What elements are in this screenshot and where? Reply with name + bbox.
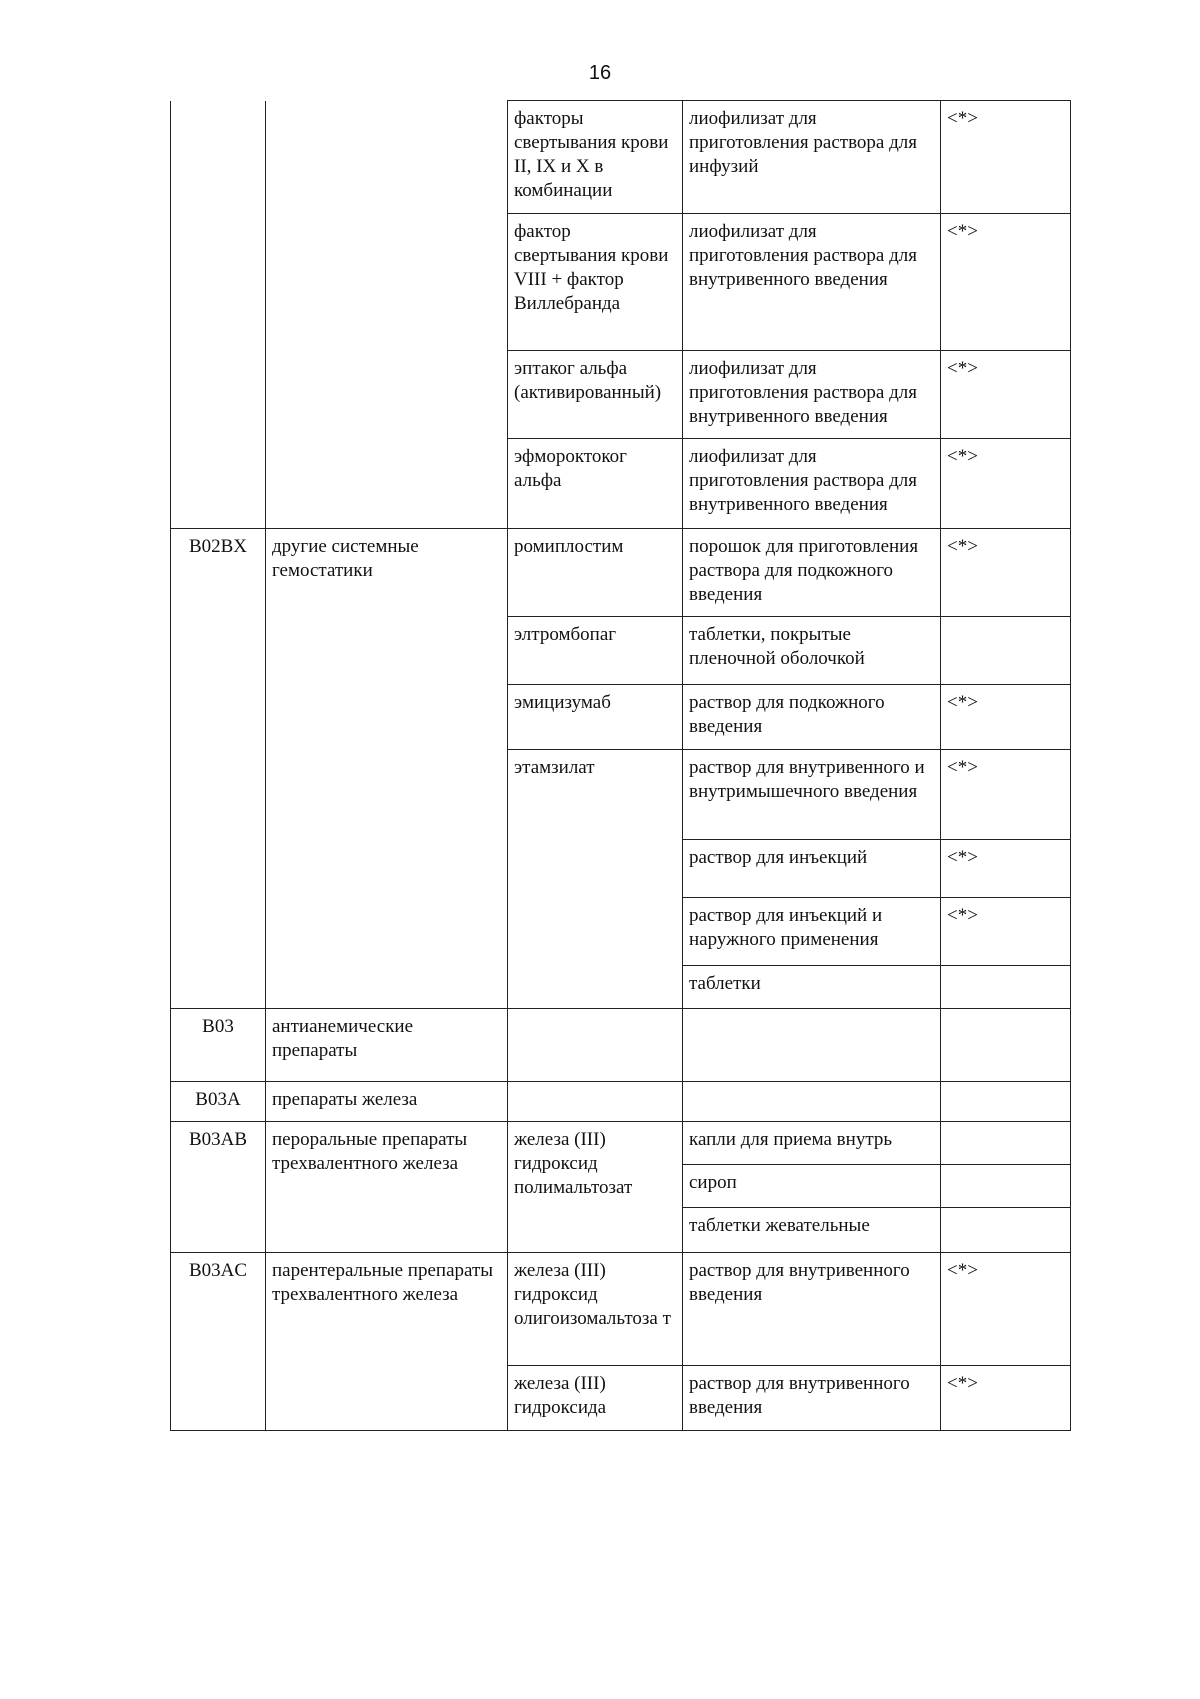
drug-cell: эмицизумаб [508, 685, 683, 750]
code-cell: B03A [171, 1082, 266, 1122]
drug-cell: эптаког альфа (активированный) [508, 351, 683, 439]
drug-cell: элтромбопаг [508, 617, 683, 685]
mark-cell [941, 1208, 1071, 1253]
form-cell: таблетки жевательные [683, 1208, 941, 1253]
form-cell: лиофилизат для приготовления раствора для инфузий [683, 101, 941, 214]
mark-cell [941, 1082, 1071, 1122]
form-cell: лиофилизат для приготовления раствора для внутривенного введения [683, 439, 941, 529]
form-cell: таблетки [683, 966, 941, 1009]
mark-cell: <*> [941, 840, 1071, 898]
code-cell: B03AB [171, 1122, 266, 1253]
form-cell: таблетки, покрытые пленочной оболочкой [683, 617, 941, 685]
form-cell: лиофилизат для приготовления раствора для внутривенного введения [683, 351, 941, 439]
drug-cell [508, 1009, 683, 1082]
name-cell: другие системные гемостатики [266, 529, 508, 1009]
mark-cell: <*> [941, 898, 1071, 966]
drug-cell: фактор свертывания крови VIII + фактор Виллебранда [508, 214, 683, 351]
drug-cell: железа (III) гидроксида [508, 1366, 683, 1431]
mark-cell [941, 1009, 1071, 1082]
form-cell: лиофилизат для приготовления раствора для внутривенного введения [683, 214, 941, 351]
code-cell: B03AC [171, 1253, 266, 1431]
name-cell: препараты железа [266, 1082, 508, 1122]
mark-cell: <*> [941, 685, 1071, 750]
mark-cell: <*> [941, 351, 1071, 439]
form-cell [683, 1009, 941, 1082]
mark-cell: <*> [941, 101, 1071, 214]
page-number: 16 [588, 62, 612, 84]
mark-cell [941, 1165, 1071, 1208]
drug-cell: факторы свертывания крови II, IX и X в комбинации [508, 101, 683, 214]
drug-cell [508, 1082, 683, 1122]
mark-cell [941, 617, 1071, 685]
name-cell: антианемические препараты [266, 1009, 508, 1082]
code-cell [171, 101, 266, 529]
mark-cell: <*> [941, 214, 1071, 351]
mark-cell [941, 966, 1071, 1009]
mark-cell [941, 1122, 1071, 1165]
mark-cell: <*> [941, 439, 1071, 529]
form-cell: раствор для инъекций и наружного применения [683, 898, 941, 966]
form-cell: сироп [683, 1165, 941, 1208]
form-cell [683, 1082, 941, 1122]
drug-cell: железа (III) гидроксид олигоизомальтоза т [508, 1253, 683, 1366]
mark-cell: <*> [941, 1253, 1071, 1366]
name-cell: пероральные препараты трехвалентного железа [266, 1122, 508, 1253]
form-cell: раствор для подкожного введения [683, 685, 941, 750]
name-cell [266, 101, 508, 529]
drug-cell: этамзилат [508, 750, 683, 1009]
form-cell: порошок для приготовления раствора для подкожного введения [683, 529, 941, 617]
code-cell: B02BX [171, 529, 266, 1009]
mark-cell: <*> [941, 529, 1071, 617]
name-cell: парентеральные препараты трехвалентного железа [266, 1253, 508, 1431]
form-cell: капли для приема внутрь [683, 1122, 941, 1165]
drug-cell: ромиплостим [508, 529, 683, 617]
form-cell: раствор для инъекций [683, 840, 941, 898]
mark-cell: <*> [941, 750, 1071, 840]
form-cell: раствор для внутривенного и внутримышечного введения [683, 750, 941, 840]
drug-cell: эфмороктоког альфа [508, 439, 683, 529]
mark-cell: <*> [941, 1366, 1071, 1431]
code-cell: B03 [171, 1009, 266, 1082]
form-cell: раствор для внутривенного введения [683, 1366, 941, 1431]
drug-cell: железа (III) гидроксид полимальтозат [508, 1122, 683, 1253]
form-cell: раствор для внутривенного введения [683, 1253, 941, 1366]
drug-table [170, 100, 1071, 1431]
